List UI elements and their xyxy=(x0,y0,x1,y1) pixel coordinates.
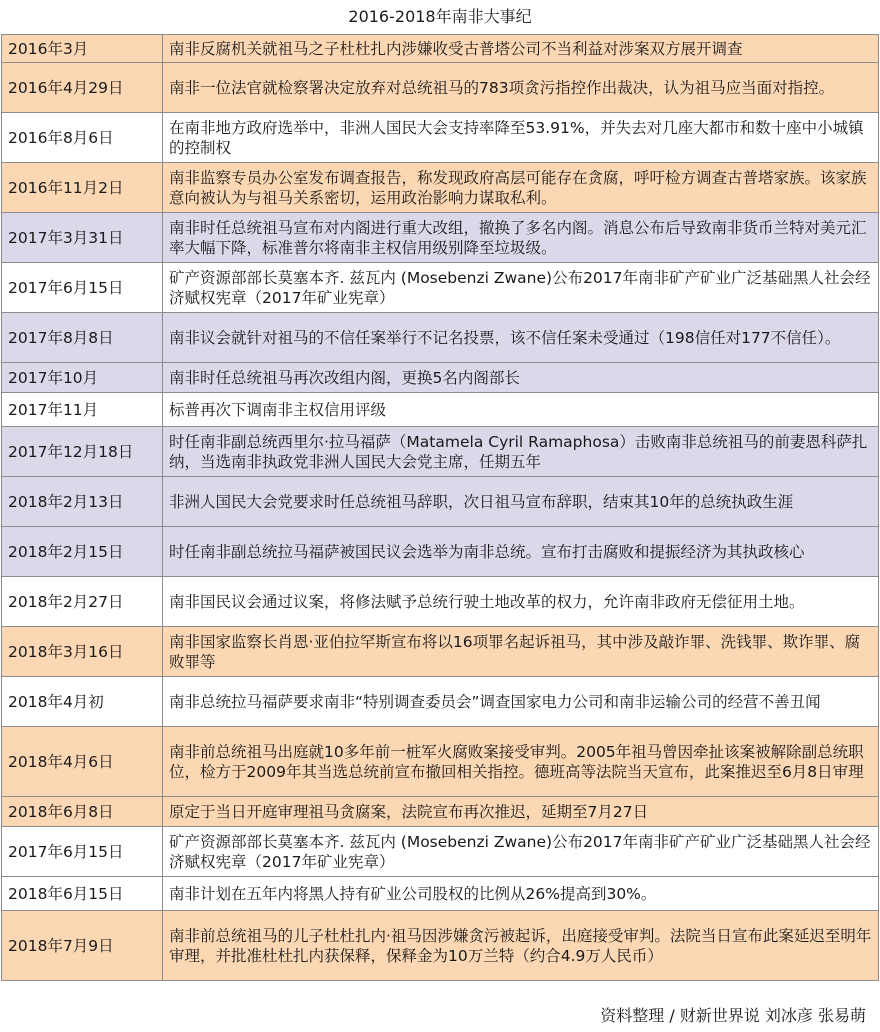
timeline-row xyxy=(2,363,879,393)
event-description: 在南非地方政府选举中，非洲人国民大会支持率降至53.91%，并失去对几座大都市和数十座中小城镇的控制权 xyxy=(163,113,879,163)
event-description: 时任南非副总统西里尔·拉马福萨（Matamela Cyril Ramaphosa）击败南非总统祖马的前妻恩科萨扎纳，当选南非执政党非洲人国民大会党主席，任期五年 xyxy=(163,427,879,477)
timeline-row xyxy=(2,727,879,797)
event-date: 2018年6月15日 xyxy=(2,877,163,911)
timeline-row xyxy=(2,213,879,263)
event-date: 2016年8月6日 xyxy=(2,113,163,163)
timeline-row xyxy=(2,877,879,911)
event-description: 南非国家监察长肖恩·亚伯拉罕斯宣布将以16项罪名起诉祖马，其中涉及敲诈罪、洗钱罪、欺诈罪、腐败罪等 xyxy=(163,627,879,677)
event-description: 南非一位法官就检察署决定放弃对总统祖马的783项贪污指控作出裁决，认为祖马应当面对指控。 xyxy=(163,63,879,113)
timeline-row xyxy=(2,477,879,527)
timeline-row xyxy=(2,527,879,577)
timeline-row xyxy=(2,313,879,363)
event-description: 南非议会就针对祖马的不信任案举行不记名投票，该不信任案未受通过（198信任对177不信任）。 xyxy=(163,313,879,363)
timeline-row xyxy=(2,677,879,727)
event-description: 南非监察专员办公室发布调查报告，称发现政府高层可能存在贪腐，呼吁检方调查古普塔家族。该家族意向被认为与祖马关系密切，运用政治影响力谋取私利。 xyxy=(163,163,879,213)
event-description: 南非时任总统祖马宣布对内阁进行重大改组，撤换了多名内阁。消息公布后导致南非货币兰特对美元汇率大幅下降，标准普尔将南非主权信用级别降至垃圾级。 xyxy=(163,213,879,263)
source-credit: 资料整理 / 财新世界说 刘冰彦 张易萌 xyxy=(600,1006,866,1025)
event-date: 2017年6月15日 xyxy=(2,827,163,877)
event-description: 南非前总统祖马的儿子杜杜扎内·祖马因涉嫌贪污被起诉，出庭接受审判。法院当日宣布此案延迟至明年审理，并批准杜杜扎内获保释，保释金为10万兰特（约合4.9万人民币） xyxy=(163,911,879,981)
event-description: 南非国民议会通过议案，将修法赋予总统行驶土地改革的权力，允许南非政府无偿征用土地。 xyxy=(163,577,879,627)
event-date: 2017年8月8日 xyxy=(2,313,163,363)
event-date: 2018年2月27日 xyxy=(2,577,163,627)
event-date: 2016年3月 xyxy=(2,35,163,63)
timeline-row xyxy=(2,827,879,877)
event-description: 时任南非副总统拉马福萨被国民议会选举为南非总统。宣布打击腐败和提振经济为其执政核心 xyxy=(163,527,879,577)
event-date: 2016年4月29日 xyxy=(2,63,163,113)
event-date: 2018年2月15日 xyxy=(2,527,163,577)
event-description: 原定于当日开庭审理祖马贪腐案，法院宣布再次推迟，延期至7月27日 xyxy=(163,797,879,827)
timeline-row xyxy=(2,35,879,63)
event-date: 2017年3月31日 xyxy=(2,213,163,263)
event-description: 南非前总统祖马出庭就10多年前一桩军火腐败案接受审判。2005年祖马曾因牵扯该案被解除副总统职位，检方于2009年其当选总统前宣布撤回相关指控。德班高等法院当天宣布，此案推迟至6月8日审理 xyxy=(163,727,879,797)
event-date: 2018年4月6日 xyxy=(2,727,163,797)
event-description: 南非计划在五年内将黑人持有矿业公司股权的比例从26%提高到30%。 xyxy=(163,877,879,911)
event-description: 南非总统拉马福萨要求南非“特别调查委员会”调查国家电力公司和南非运输公司的经营不善丑闻 xyxy=(163,677,879,727)
timeline-row xyxy=(2,427,879,477)
timeline-row xyxy=(2,393,879,427)
event-date: 2017年10月 xyxy=(2,363,163,393)
page-title: 2016-2018年南非大事纪 xyxy=(348,7,532,26)
event-date: 2017年12月18日 xyxy=(2,427,163,477)
timeline-body xyxy=(2,35,879,981)
event-date: 2018年6月8日 xyxy=(2,797,163,827)
event-date: 2017年6月15日 xyxy=(2,263,163,313)
event-date: 2018年2月13日 xyxy=(2,477,163,527)
timeline-table xyxy=(1,34,879,981)
event-description: 标普再次下调南非主权信用评级 xyxy=(163,393,879,427)
event-date: 2017年11月 xyxy=(2,393,163,427)
event-description: 矿产资源部部长莫塞本齐. 兹瓦内 (Mosebenzi Zwane)公布2017年南非矿产矿业广泛基础黑人社会经济赋权宪章（2017年矿业宪章） xyxy=(163,263,879,313)
event-description: 非洲人国民大会党要求时任总统祖马辞职，次日祖马宣布辞职，结束其10年的总统执政生涯 xyxy=(163,477,879,527)
event-description: 南非反腐机关就祖马之子杜杜扎内涉嫌收受古普塔公司不当利益对涉案双方展开调查 xyxy=(163,35,879,63)
event-date: 2018年3月16日 xyxy=(2,627,163,677)
event-description: 南非时任总统祖马再次改组内阁，更换5名内阁部长 xyxy=(163,363,879,393)
timeline-row xyxy=(2,63,879,113)
timeline-row xyxy=(2,627,879,677)
timeline-row xyxy=(2,163,879,213)
timeline-row xyxy=(2,911,879,981)
timeline-row xyxy=(2,113,879,163)
event-description: 矿产资源部部长莫塞本齐. 兹瓦内 (Mosebenzi Zwane)公布2017年南非矿产矿业广泛基础黑人社会经济赋权宪章（2017年矿业宪章） xyxy=(163,827,879,877)
timeline-row xyxy=(2,263,879,313)
event-date: 2018年7月9日 xyxy=(2,911,163,981)
timeline-row xyxy=(2,577,879,627)
event-date: 2018年4月初 xyxy=(2,677,163,727)
event-date: 2016年11月2日 xyxy=(2,163,163,213)
timeline-row xyxy=(2,797,879,827)
